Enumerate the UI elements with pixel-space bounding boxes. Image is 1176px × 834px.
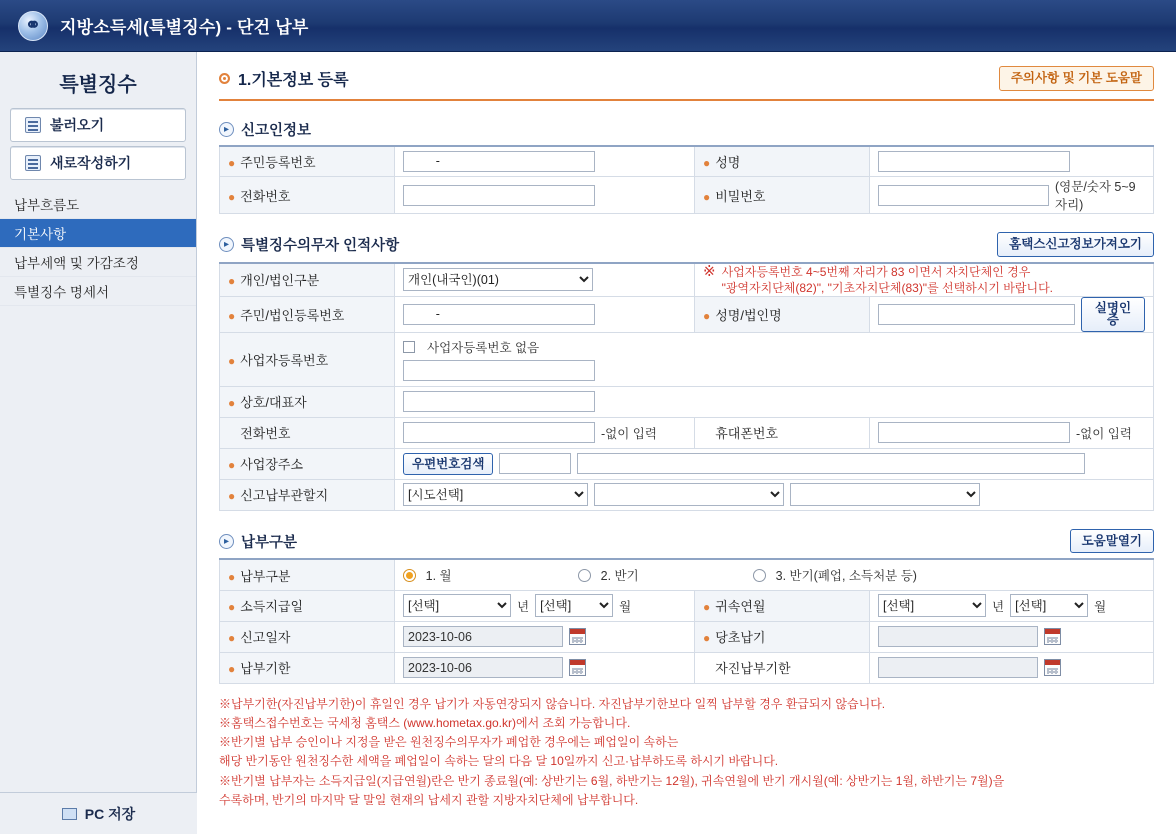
footnotes — [219, 696, 1154, 808]
paydate-month-select[interactable] — [535, 594, 613, 617]
reg-no-input[interactable] — [403, 304, 595, 325]
password-hint: (영문/숫자 5~9자리) — [1055, 180, 1136, 212]
calendar-icon[interactable] — [1044, 659, 1061, 676]
cell-business-no — [395, 332, 1154, 386]
footnote-line: ※납부기한(자진납부기한)이 휴일인 경우 납기가 자동연장되지 않습니다. 자진납부기한보다 일찍 납부할 경우 환급되지 않습니다. — [219, 696, 886, 711]
entity-type-select[interactable] — [403, 268, 593, 291]
biz-tel-hint: -없이 입력 — [601, 426, 657, 441]
title-bar — [0, 0, 1176, 52]
section-bullet-icon — [219, 73, 230, 84]
sidebar — [0, 52, 197, 834]
footnote-line: ※홈택스접수번호는 국세청 홈택스 (www.hometax.go.kr)에서 조회 가능합니다. — [219, 716, 631, 731]
sidebar-item-label: 납부세액 및 가감조정 — [14, 256, 139, 271]
jurisdiction-sido-select[interactable] — [403, 483, 588, 506]
entity-type-note-line1: 사업자등록번호 4~5번째 자리가 83 이면서 자치단체인 경우 — [721, 264, 1031, 279]
cell-biz-address — [395, 448, 1154, 479]
cell-password — [870, 177, 1154, 214]
cell-income-paydate: [선택] 년 [선택] 월 — [395, 590, 695, 621]
load-file-icon — [25, 117, 41, 133]
cell-corp-rep — [395, 386, 1154, 417]
label-jurisdiction: ● 신고납부관할지 — [220, 479, 395, 510]
mobile-hint: -없이 입력 — [1076, 426, 1132, 441]
sidebar-item-statement[interactable] — [0, 277, 196, 306]
payment-option-halfyear-closure[interactable]: 3. 반기(폐업, 소득처분 등) — [753, 566, 917, 584]
chevron-right-icon: ▸ — [219, 122, 234, 137]
self-payment-due-input[interactable] — [878, 657, 1038, 678]
table-row — [220, 621, 1154, 652]
declarant-group-title: 신고인정보 — [241, 122, 312, 139]
section-header — [219, 66, 1154, 101]
calendar-icon[interactable] — [569, 628, 586, 645]
sidebar-item-label: 특별징수 명세서 — [14, 285, 110, 300]
cell-biz-tel — [395, 417, 695, 448]
name-input[interactable] — [878, 151, 1070, 172]
footnote-line: ※반기별 납부 승인이나 지정을 받은 원천징수의무자가 폐업한 경우에는 폐업일이 속하는 — [219, 735, 679, 750]
page-title: 1.기본정보 등록 — [238, 71, 349, 89]
calendar-icon[interactable] — [569, 659, 586, 676]
sidebar-item-label: 기본사항 — [14, 227, 67, 242]
declarant-group-header — [219, 119, 1154, 140]
paydate-year-select[interactable] — [403, 594, 511, 617]
sidebar-heading: 특별징수 — [59, 73, 137, 96]
label-original-due: ● 당초납기 — [695, 621, 870, 652]
sidebar-item-basic[interactable] — [0, 219, 196, 248]
label-filing-date: ● 신고일자 — [220, 621, 395, 652]
cell-phone — [395, 177, 695, 214]
original-due-input[interactable] — [878, 626, 1038, 647]
label-entity-type: ● 개인/법인구분 — [220, 263, 395, 297]
swirl-logo-icon: ⚭ — [18, 11, 48, 41]
calendar-icon[interactable] — [1044, 628, 1061, 645]
cell-entity-type-note — [695, 263, 1154, 297]
cell-name — [870, 146, 1154, 177]
table-row — [220, 146, 1154, 177]
label-resident-no: ● 주민등록번호 — [220, 146, 395, 177]
table-row — [220, 386, 1154, 417]
radio-monthly-icon — [403, 569, 416, 582]
payment-option-monthly[interactable]: 1. 월 — [403, 566, 578, 584]
declarant-table — [219, 145, 1154, 215]
sidebar-new-button[interactable] — [10, 146, 186, 180]
sidebar-new-label: 새로작성하기 — [50, 155, 132, 171]
sidebar-item-flow[interactable] — [0, 190, 196, 219]
payment-due-input[interactable] — [403, 657, 563, 678]
label-income-paydate: ● 소득지급일 — [220, 590, 395, 621]
radio-halfyear-closure-icon — [753, 569, 766, 582]
business-no-input[interactable] — [403, 360, 595, 381]
label-mobile: 휴대폰번호 — [695, 417, 870, 448]
withholder-group-title: 특별징수의무자 인적사항 — [241, 237, 400, 254]
cell-mobile — [870, 417, 1154, 448]
entity-name-input[interactable] — [878, 304, 1075, 325]
sidebar-load-button[interactable] — [10, 108, 186, 142]
save-pc-icon — [62, 808, 77, 820]
cell-filing-date — [395, 621, 695, 652]
jurisdiction-sigungu-select[interactable] — [594, 483, 784, 506]
payment-group-title: 납부구분 — [241, 534, 298, 551]
footnote-line: 수록하며, 반기의 마지막 달 말일 현재의 납세지 관할 지방자치단체에 납부합니다. — [219, 792, 639, 807]
label-attribution: ● 귀속연월 — [695, 590, 870, 621]
cell-original-due — [870, 621, 1154, 652]
label-corp-rep: ● 상호/대표자 — [220, 386, 395, 417]
sidebar-nav-list — [0, 190, 196, 306]
table-row — [220, 177, 1154, 214]
label-self-payment-due: 자진납부기한 — [695, 652, 870, 683]
table-row — [220, 448, 1154, 479]
cell-entity-name — [870, 296, 1154, 332]
sidebar-item-tax-adjust[interactable] — [0, 248, 196, 277]
main-content — [197, 52, 1176, 834]
label-payment-kind: ● 납부구분 — [220, 559, 395, 590]
label-payment-due: ● 납부기한 — [220, 652, 395, 683]
zipcode-search-button[interactable]: 우편번호검색 — [403, 453, 493, 476]
realname-verify-button[interactable]: 실명인증 — [1081, 297, 1145, 332]
table-row — [220, 332, 1154, 386]
business-no-none-label: 사업자등록번호 없음 — [427, 340, 540, 355]
sidebar-load-label: 불러오기 — [50, 117, 105, 133]
window-title: 지방소득세(특별징수) - 단건 납부 — [60, 18, 309, 37]
table-row — [220, 263, 1154, 297]
table-row — [220, 652, 1154, 683]
chevron-right-icon: ▸ — [219, 534, 234, 549]
address-input[interactable] — [577, 453, 1085, 474]
corp-rep-input[interactable] — [403, 391, 595, 412]
hometax-import-button[interactable]: 홈택스신고정보가져오기 — [997, 232, 1154, 257]
attribution-month-select[interactable] — [1010, 594, 1088, 617]
label-biz-tel: 전화번호 — [220, 417, 395, 448]
cell-entity-type — [395, 263, 695, 297]
table-row — [220, 559, 1154, 590]
footnote-line: 해당 반기동안 원천징수한 세액을 폐업일이 속하는 달의 다음 달 10일까지 신고·납부하도록 하시기 바랍니다. — [219, 754, 779, 769]
phone-input[interactable] — [403, 185, 595, 206]
label-business-no: ● 사업자등록번호 — [220, 332, 395, 386]
table-row — [220, 417, 1154, 448]
mobile-input[interactable] — [878, 422, 1070, 443]
label-name: ● 성명 — [695, 146, 870, 177]
entity-type-note-line2: "광역자치단체(82)", "기초자치단체(83)"를 선택하시기 바랍니다. — [721, 280, 1053, 295]
filing-date-input[interactable] — [403, 626, 563, 647]
sidebar-save-pc-button[interactable] — [0, 792, 197, 834]
label-phone: ● 전화번호 — [220, 177, 395, 214]
table-row — [220, 590, 1154, 621]
cell-resident-no — [395, 146, 695, 177]
table-row — [220, 296, 1154, 332]
payment-help-button[interactable]: 도움말열기 — [1070, 529, 1154, 554]
label-biz-address: ● 사업장주소 — [220, 448, 395, 479]
label-password: ● 비밀번호 — [695, 177, 870, 214]
radio-halfyear-icon — [578, 569, 591, 582]
cell-payment-kind — [395, 559, 1154, 590]
attribution-year-select[interactable] — [878, 594, 986, 617]
new-document-icon — [25, 155, 41, 171]
label-entity-name: ● 성명/법인명 — [695, 296, 870, 332]
help-button[interactable]: 주의사항 및 기본 도움말 — [999, 66, 1154, 91]
table-row — [220, 479, 1154, 510]
chevron-right-icon: ▸ — [219, 237, 234, 252]
sidebar-save-pc-label: PC 저장 — [84, 805, 136, 822]
password-input[interactable] — [878, 185, 1049, 206]
cell-payment-due — [395, 652, 695, 683]
payment-group-header — [219, 529, 1154, 554]
asterisk-icon: ※ — [703, 262, 716, 280]
payment-table — [219, 558, 1154, 684]
zipcode-input[interactable] — [499, 453, 571, 474]
cell-self-payment-due — [870, 652, 1154, 683]
withholder-group-header — [219, 232, 1154, 257]
withholder-table — [219, 262, 1154, 511]
footnote-line: ※반기별 납부자는 소득지급일(지급연월)란은 반기 종료월(예: 상반기는 6월, 하반기는 12월), 귀속연월에 반기 개시월(예: 상반기는 1월, 하반기는 7월)을 — [219, 773, 1005, 788]
biz-tel-input[interactable] — [403, 422, 595, 443]
business-no-none-checkbox[interactable] — [403, 341, 415, 353]
cell-reg-no — [395, 296, 695, 332]
payment-option-halfyear[interactable]: 2. 반기 — [578, 566, 753, 584]
cell-jurisdiction — [395, 479, 1154, 510]
jurisdiction-dong-select[interactable] — [790, 483, 980, 506]
resident-no-input[interactable] — [403, 151, 595, 172]
label-reg-no: ● 주민/법인등록번호 — [220, 296, 395, 332]
cell-attribution: [선택] 년 [선택] 월 — [870, 590, 1154, 621]
sidebar-item-label: 납부흐름도 — [14, 198, 80, 213]
